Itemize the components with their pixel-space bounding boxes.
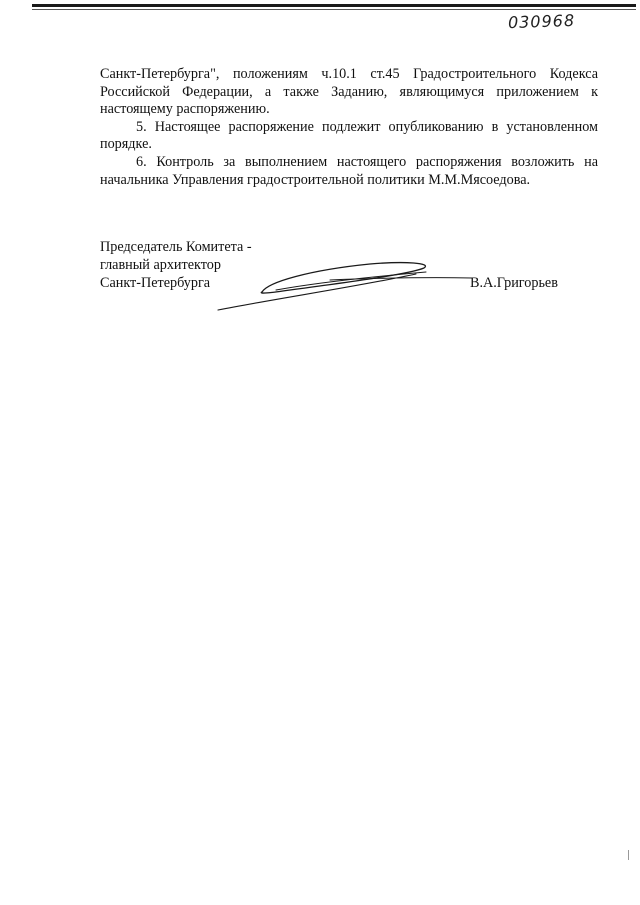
paragraph-item-6: 6. Контроль за выполнением настоящего распоряжения возложить на начальника Управления градостроительной политики М.М.Мясоедова. [100,153,598,188]
paragraph-continuation: Санкт-Петербурга", положениям ч.10.1 ст.45 Градостроительного Кодекса Российской Федерации, а также Заданию, являющимуся приложением к настоящему распоряжению. [100,66,598,118]
handwritten-signature [210,252,510,322]
paragraph-item-5: 5. Настоящее распоряжение подлежит опубликованию в установленном порядке. [100,118,598,153]
document-body [100,66,598,189]
signatory-title-line-2: главный архитектор [100,257,221,273]
signatory-title-line-3: Санкт-Петербурга [100,275,211,291]
top-border-line [32,4,636,7]
top-border-line-thin [32,9,636,10]
signatory-title-line-1: Председатель Комитета - [100,239,252,255]
signatory-name: В.А.Григорьев [470,275,558,291]
document-number: 030968 [507,10,576,33]
scan-edge-mark [628,850,629,860]
